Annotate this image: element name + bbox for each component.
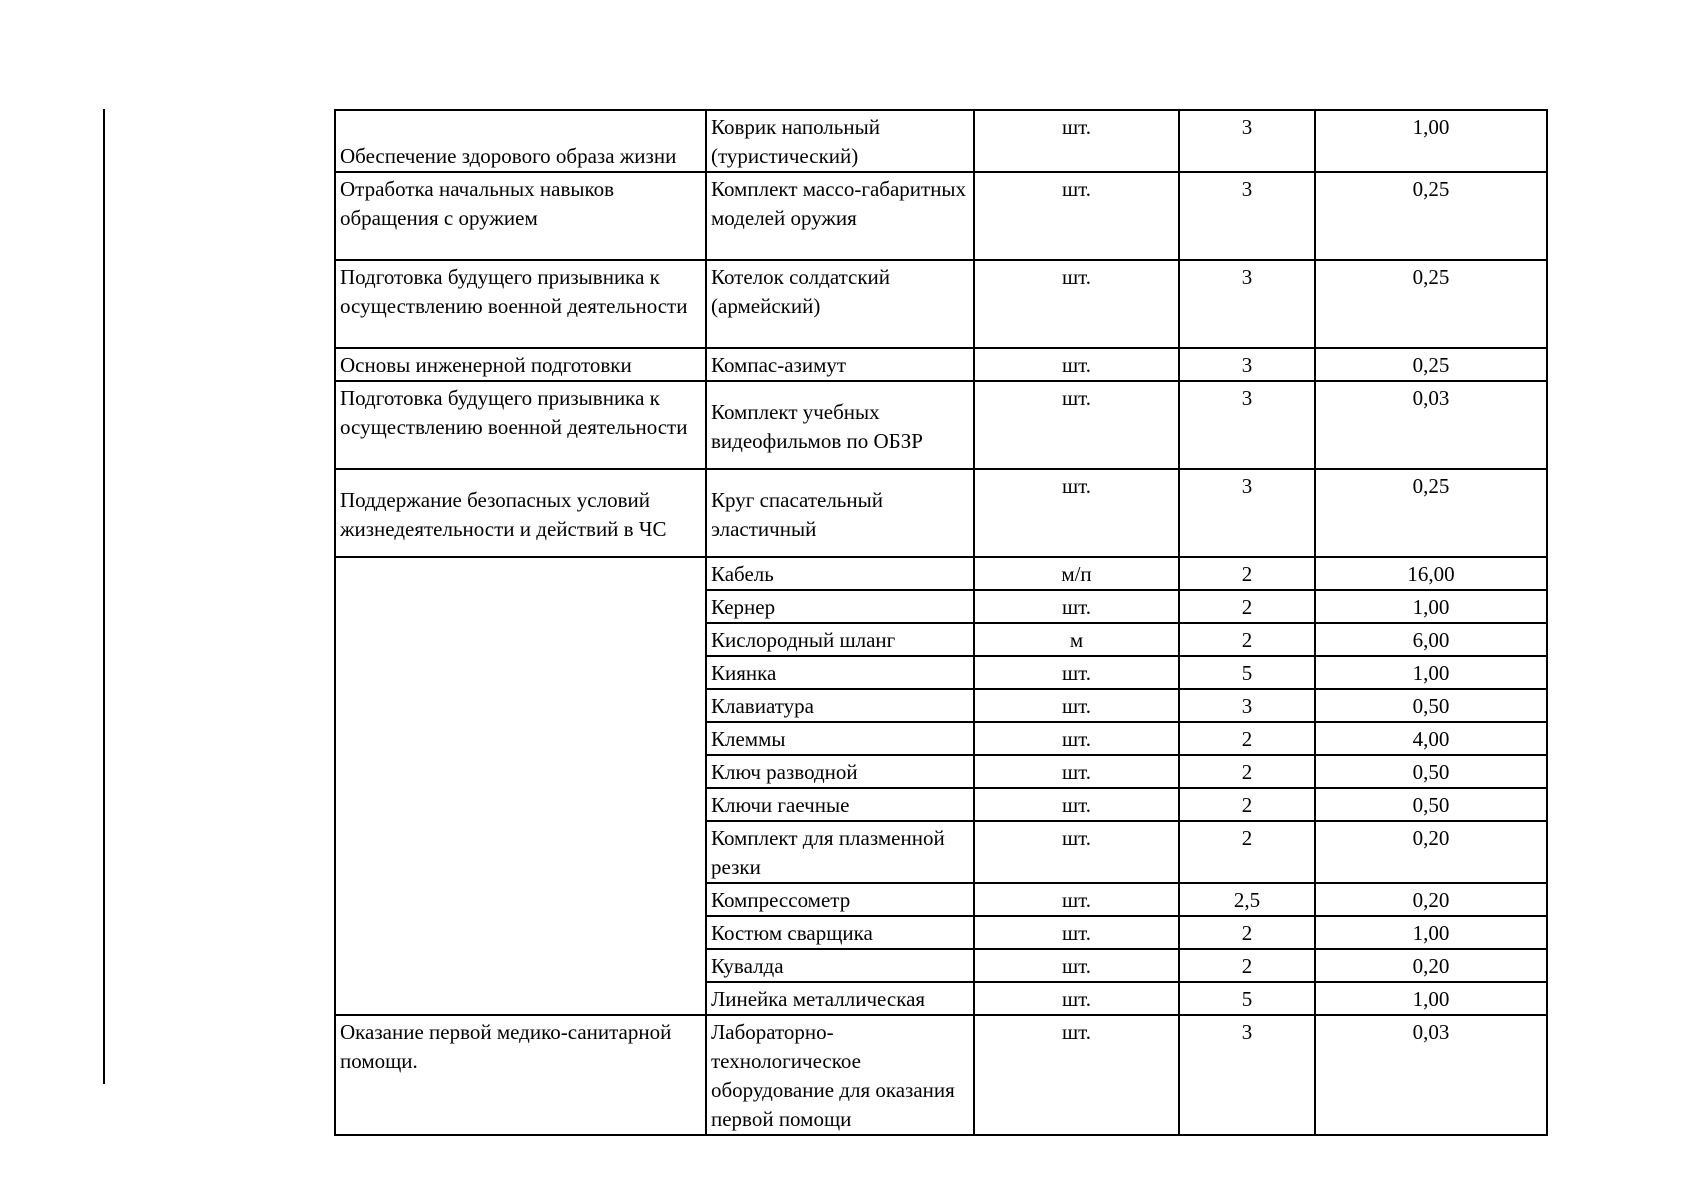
table-row [335, 110, 1547, 172]
unit-cell: шт. [974, 1015, 1179, 1135]
item-cell: Компас-азимут [706, 348, 974, 381]
norm-cell: 1,00 [1315, 916, 1547, 949]
quantity-cell: 3 [1179, 260, 1315, 348]
item-cell: Ключи гаечные [706, 788, 974, 821]
unit-cell: шт. [974, 110, 1179, 172]
norm-cell: 1,00 [1315, 110, 1547, 172]
quantity-cell: 3 [1179, 348, 1315, 381]
item-cell: Кернер [706, 590, 974, 623]
activity-cell: Отработка начальных навыков обращения с оружием [335, 172, 706, 260]
table-row [335, 381, 1547, 469]
unit-cell: шт. [974, 821, 1179, 883]
item-cell: Комплект для плазменной резки [706, 821, 974, 883]
item-cell: Киянка [706, 656, 974, 689]
unit-cell: м/п [974, 557, 1179, 590]
item-cell: Котелок солдатский (армейский) [706, 260, 974, 348]
item-cell: Комплект массо-габаритных моделей оружия [706, 172, 974, 260]
quantity-cell: 2,5 [1179, 883, 1315, 916]
activity-cell: Обеспечение здорового образа жизни [335, 110, 706, 172]
quantity-cell: 3 [1179, 172, 1315, 260]
norm-cell: 6,00 [1315, 623, 1547, 656]
quantity-cell: 2 [1179, 788, 1315, 821]
unit-cell: шт. [974, 172, 1179, 260]
unit-cell: шт. [974, 656, 1179, 689]
quantity-cell: 3 [1179, 689, 1315, 722]
page-margin-rule [103, 109, 105, 1084]
norm-cell: 0,25 [1315, 260, 1547, 348]
quantity-cell: 3 [1179, 110, 1315, 172]
item-cell: Клеммы [706, 722, 974, 755]
table-row [335, 172, 1547, 260]
unit-cell: шт. [974, 755, 1179, 788]
quantity-cell: 3 [1179, 469, 1315, 557]
unit-cell: шт. [974, 590, 1179, 623]
norm-cell: 0,50 [1315, 755, 1547, 788]
item-cell: Компрессометр [706, 883, 974, 916]
unit-cell: м [974, 623, 1179, 656]
item-cell: Кислородный шланг [706, 623, 974, 656]
norm-cell: 16,00 [1315, 557, 1547, 590]
unit-cell: шт. [974, 788, 1179, 821]
quantity-cell: 3 [1179, 1015, 1315, 1135]
activity-cell: Основы инженерной подготовки [335, 348, 706, 381]
item-cell: Комплект учебных видеофильмов по ОБЗР [706, 381, 974, 469]
activity-cell: Подготовка будущего призывника к осуществлению военной деятельности [335, 260, 706, 348]
activity-cell: Оказание первой медико-санитарной помощи. [335, 1015, 706, 1135]
item-cell: Костюм сварщика [706, 916, 974, 949]
quantity-cell: 2 [1179, 916, 1315, 949]
quantity-cell: 2 [1179, 590, 1315, 623]
item-cell: Кувалда [706, 949, 974, 982]
quantity-cell: 2 [1179, 949, 1315, 982]
quantity-cell: 2 [1179, 623, 1315, 656]
item-cell: Коврик напольный (туристический) [706, 110, 974, 172]
quantity-cell: 2 [1179, 755, 1315, 788]
activity-cell [335, 557, 706, 1015]
unit-cell: шт. [974, 381, 1179, 469]
unit-cell: шт. [974, 722, 1179, 755]
item-cell: Клавиатура [706, 689, 974, 722]
quantity-cell: 5 [1179, 656, 1315, 689]
item-cell: Кабель [706, 557, 974, 590]
table-row [335, 1015, 1547, 1135]
norm-cell: 0,03 [1315, 381, 1547, 469]
activity-cell: Поддержание безопасных условий жизнедеятельности и действий в ЧС [335, 469, 706, 557]
item-cell: Линейка металлическая [706, 982, 974, 1015]
norm-cell: 0,50 [1315, 788, 1547, 821]
unit-cell: шт. [974, 348, 1179, 381]
table-row [335, 260, 1547, 348]
norm-cell: 0,25 [1315, 348, 1547, 381]
norm-cell: 0,50 [1315, 689, 1547, 722]
quantity-cell: 2 [1179, 722, 1315, 755]
unit-cell: шт. [974, 949, 1179, 982]
norm-cell: 1,00 [1315, 590, 1547, 623]
norm-cell: 1,00 [1315, 656, 1547, 689]
item-cell: Ключ разводной [706, 755, 974, 788]
table-row [335, 348, 1547, 381]
equipment-table [334, 109, 1548, 1136]
quantity-cell: 5 [1179, 982, 1315, 1015]
norm-cell: 0,20 [1315, 821, 1547, 883]
norm-cell: 0,20 [1315, 883, 1547, 916]
norm-cell: 0,25 [1315, 172, 1547, 260]
unit-cell: шт. [974, 883, 1179, 916]
table-row [335, 469, 1547, 557]
unit-cell: шт. [974, 469, 1179, 557]
norm-cell: 1,00 [1315, 982, 1547, 1015]
table-row [335, 557, 1547, 590]
norm-cell: 0,03 [1315, 1015, 1547, 1135]
item-cell: Лабораторно-технологическое оборудование для оказания первой помощи [706, 1015, 974, 1135]
norm-cell: 0,20 [1315, 949, 1547, 982]
unit-cell: шт. [974, 689, 1179, 722]
unit-cell: шт. [974, 982, 1179, 1015]
quantity-cell: 2 [1179, 821, 1315, 883]
quantity-cell: 3 [1179, 381, 1315, 469]
activity-cell: Подготовка будущего призывника к осуществлению военной деятельности [335, 381, 706, 469]
quantity-cell: 2 [1179, 557, 1315, 590]
unit-cell: шт. [974, 260, 1179, 348]
unit-cell: шт. [974, 916, 1179, 949]
norm-cell: 0,25 [1315, 469, 1547, 557]
norm-cell: 4,00 [1315, 722, 1547, 755]
item-cell: Круг спасательный эластичный [706, 469, 974, 557]
